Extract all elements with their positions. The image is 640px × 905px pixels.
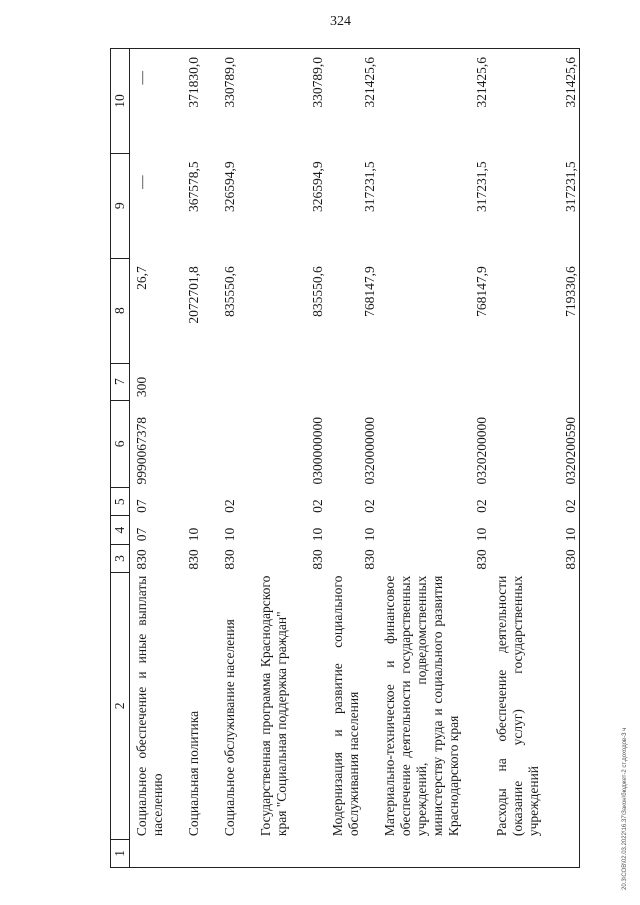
- cell-c6: 0320200000: [473, 417, 489, 485]
- cell-c3: 830: [309, 549, 325, 570]
- row-name: Расходы на обеспечение деятельности (оказание услуг) государственных учреждений: [490, 573, 580, 839]
- budget-table: [110, 48, 580, 868]
- cell-c9: 317231,5: [473, 161, 489, 212]
- cell-c10: 330789,0: [254, 49, 326, 154]
- header-cell: 7: [111, 363, 130, 400]
- cell-c7: [326, 363, 378, 400]
- cell-c3: 830: [361, 549, 377, 570]
- header-cell: 5: [111, 488, 130, 516]
- table-row: [326, 49, 378, 868]
- cell-c6: 0320000000: [361, 417, 377, 485]
- cell-c10: —: [130, 49, 182, 154]
- table-row: [218, 49, 254, 868]
- header-cell: 2: [111, 573, 130, 839]
- cell-c5: [182, 488, 218, 516]
- row-name: Государственная программа Краснодарского края "Социальная поддержка граждан": [257, 575, 289, 837]
- header-cell: 4: [111, 516, 130, 544]
- page-number: 324: [330, 14, 351, 29]
- cell-c9: 367578,5: [185, 161, 201, 212]
- table-row: [378, 49, 490, 868]
- table-row: [490, 49, 580, 868]
- row-name: Материально-техническое и финансовое обеспечение деятельности государственных учреждений, подведомственных министерству труда и социального развития Краснодарского края: [381, 575, 461, 837]
- cell-c6: 0300000000: [309, 417, 325, 485]
- header-cell: 10: [111, 49, 130, 154]
- cell-c6: 9990067378: [134, 417, 149, 485]
- cell-c7: [490, 363, 580, 400]
- cell-c8: 2072701,8: [185, 266, 201, 324]
- cell-c7: 300: [134, 376, 149, 398]
- cell-c5: 02: [490, 488, 580, 516]
- row-name: Социальное обеспечение и иные выплаты населению: [134, 575, 165, 837]
- table-row: [254, 49, 326, 868]
- header-cell: 8: [111, 258, 130, 363]
- cell-c4: 10: [473, 527, 489, 542]
- cell-c9: —: [134, 175, 149, 189]
- cell-c10: 371830,0: [182, 49, 218, 154]
- cell-c10: 321425,6: [378, 49, 490, 154]
- cell-c3: 830: [185, 549, 201, 570]
- cell-c5: 02: [473, 499, 489, 513]
- table-row: [130, 49, 182, 868]
- cell-c9: 317231,5: [361, 161, 377, 212]
- cell-c8: 768147,9: [473, 266, 489, 317]
- cell-c6: [218, 400, 254, 487]
- cell-c4: 10: [221, 527, 237, 542]
- cell-c8: 719330,6: [490, 258, 580, 363]
- cell-c7: [378, 363, 490, 400]
- cell-c4: 10: [490, 516, 580, 544]
- cell-c3: 830: [221, 549, 237, 570]
- cell-c9: 326594,9: [309, 161, 325, 212]
- table-row: [182, 49, 218, 868]
- row-name: Модернизация и развитие социального обслуживания населения: [329, 575, 361, 837]
- cell-c3: 830: [134, 549, 149, 570]
- cell-c7: [182, 363, 218, 400]
- cell-c6: [182, 400, 218, 487]
- row-name: Социальная политика: [185, 710, 201, 837]
- cell-c5: 07: [134, 499, 149, 513]
- cell-c9: 317231,5: [490, 153, 580, 258]
- cell-c9: 326594,9: [221, 161, 237, 212]
- file-path-note: 20.3\СОВ\02.03.2022\16.37\Закон\бюджет-2 ст.доходов-3 ч: [622, 727, 628, 890]
- header-cell: 6: [111, 400, 130, 487]
- cell-c4: 10: [361, 527, 377, 542]
- cell-c6: 0320200590: [490, 400, 580, 487]
- cell-c10: 321425,6: [326, 49, 378, 154]
- cell-c5: 02: [221, 499, 237, 513]
- cell-c7: [218, 363, 254, 400]
- cell-c8: 835550,6: [309, 266, 325, 317]
- cell-c10: 321425,6: [490, 49, 580, 154]
- header-cell: 3: [111, 544, 130, 572]
- cell-c5: 02: [309, 499, 325, 513]
- cell-c8: 26,7: [134, 266, 149, 290]
- cell-c7: [254, 363, 326, 400]
- header-row: [111, 49, 130, 868]
- cell-c4: 10: [309, 527, 325, 542]
- row-name: Социальное обслуживание населения: [221, 619, 237, 837]
- cell-c8: 768147,9: [361, 266, 377, 317]
- cell-c4: 07: [134, 527, 149, 542]
- header-cell: 9: [111, 153, 130, 258]
- cell-c3: 830: [490, 544, 580, 572]
- cell-c3: 830: [473, 549, 489, 570]
- cell-c5: 02: [361, 499, 377, 513]
- rotated-table-container: [110, 48, 610, 868]
- cell-c10: 330789,0: [218, 49, 254, 154]
- cell-c4: 10: [185, 527, 201, 542]
- header-cell: 1: [111, 839, 130, 867]
- cell-c8: 835550,6: [221, 266, 237, 317]
